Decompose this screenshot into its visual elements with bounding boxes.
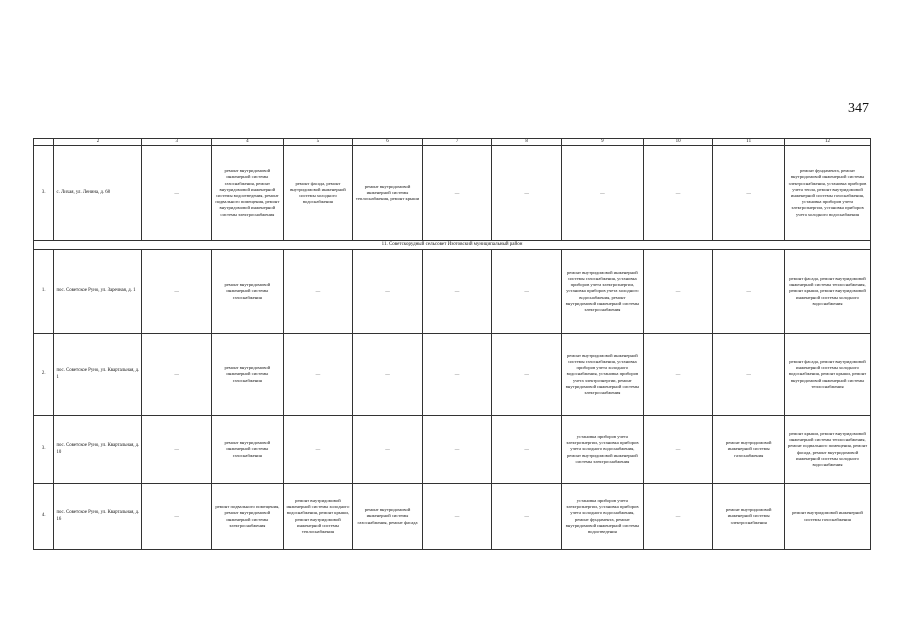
dash-cell: — [643,250,713,334]
header-cell: 12 [785,139,871,146]
table-row [34,334,871,416]
header-cell: 3 [142,139,212,146]
work-cell: ремонт внутридомовой инженерной системы газоснабжения [785,484,871,550]
dash-cell: — [353,416,423,484]
work-cell: ремонт внутридомовой инженерной системы газоснабжения [713,416,785,484]
header-cell: 6 [353,139,423,146]
work-cell: ремонт внутридомовой инженерной системы электроснабжения [713,484,785,550]
work-cell: ремонт внутридомовой инженерной системы газоснабжения, установка приборов учета электроэнергии, установка приборов учета холодного водоснабжения, ремонт внутридомовой инженерной системы электроснабжения [561,250,643,334]
dash-cell: — [422,334,492,416]
dash-cell: — [422,250,492,334]
dash-cell: — [643,334,713,416]
dash-cell: — [492,146,562,241]
dash-cell: — [353,334,423,416]
row-number: 1. [34,250,54,334]
dash-cell: — [142,334,212,416]
row-number: 4. [34,484,54,550]
dash-cell: — [713,250,785,334]
work-cell: ремонт внутридомовой инженерной системы газоснабжения, установка приборов учета холодного водоснабжения, установка приборов учета электроэнергии, ремонт внутридомовой инженерной системы электроснабжения [561,334,643,416]
work-cell: ремонт фасада, ремонт внутридомовой инженерной системы холодного водоснабжения [283,146,353,241]
dash-cell: — [492,484,562,550]
dash-cell: — [713,146,785,241]
row-address: пос. Советское Руно, ул. Квартальная, д. 10 [54,416,142,484]
work-cell: установка приборов учета электроэнергии, установка приборов учета холодного водоснабжения, ремонт внутридомовой инженерной системы электроснабжения [561,416,643,484]
header-cell: 7 [422,139,492,146]
row-number: 3. [34,416,54,484]
table-row [34,250,871,334]
dash-cell: — [353,250,423,334]
header-cell: 10 [643,139,713,146]
row-address: пос. Советское Руно, ул. Квартальная, д. 16 [54,484,142,550]
row-address: пос. Советское Руно, ул. Квартальная, д. 1 [54,334,142,416]
table-row [34,416,871,484]
dash-cell: — [492,334,562,416]
header-cell: 2 [54,139,142,146]
table-row [34,146,871,241]
header-cell [34,139,54,146]
dash-cell: — [422,484,492,550]
repair-schedule-table [33,138,871,550]
dash-cell: — [422,416,492,484]
dash-cell: — [643,146,713,241]
work-cell: ремонт подвального помещения, ремонт внутридомовой инженерной системы электроснабжения [212,484,284,550]
work-cell: ремонт фундамента, ремонт внутридомовой инженерной системы электроснабжения, установка приборов учета тепла, ремонт внутридомовой инженерной системы газоснабжения, установка приборов учета электроэнергии, установка приборов учета холодного водоснабжения [785,146,871,241]
work-cell: ремонт внутридомовой инженерной системы газоснабжения [212,416,284,484]
section-row [34,241,871,250]
dash-cell: — [422,146,492,241]
dash-cell: — [142,484,212,550]
header-row [34,139,871,146]
row-number: 2. [34,334,54,416]
work-cell: ремонт внутридомовой инженерной системы газоснабжения, ремонт внутридомовой инженерной системы водоотведения, ремонт подвального помещения, ремонт внутридомовой инженерной системы электроснабжения [212,146,284,241]
dash-cell: — [643,484,713,550]
dash-cell: — [643,416,713,484]
table-row [34,484,871,550]
work-cell: ремонт фасада, ремонт внутридомовой инженерной системы холодного водоснабжения, ремонт крыши, ремонт внутридомовой инженерной системы теплоснабжения [785,334,871,416]
work-cell: ремонт внутридомовой инженерной системы газоснабжения [212,250,284,334]
dash-cell: — [492,250,562,334]
work-cell: ремонт внутридомовой инженерной системы теплоснабжения, ремонт крыши [353,146,423,241]
dash-cell: — [283,334,353,416]
work-cell: ремонт крыши, ремонт внутридомовой инженерной системы теплоснабжения, ремонт подвального помещения, ремонт фасада, ремонт внутридомовой инженерной системы холодного водоснабжения [785,416,871,484]
row-number: 3. [34,146,54,241]
header-cell: 11 [713,139,785,146]
row-address: пос. Советское Руно, ул. Заречная, д. 1 [54,250,142,334]
section-title: 11. Советскорудный сельсовет Изотовский муниципальный район [34,241,871,250]
dash-cell: — [142,416,212,484]
dash-cell: — [142,250,212,334]
work-cell: ремонт фасада, ремонт внутридомовой инженерной системы теплоснабжения, ремонт крыши, ремонт внутридомовой инженерной системы холодного водоснабжения [785,250,871,334]
dash-cell: — [561,146,643,241]
dash-cell: — [283,250,353,334]
work-cell: ремонт внутридомовой инженерной системы газоснабжения [212,334,284,416]
dash-cell: — [713,334,785,416]
dash-cell: — [142,146,212,241]
header-cell: 8 [492,139,562,146]
dash-cell: — [283,416,353,484]
work-cell: ремонт внутридомовой инженерной системы холодного водоснабжения, ремонт крыши, ремонт внутридомовой инженерной системы теплоснабжения [283,484,353,550]
row-address: с. Лихая, ул. Ленина, д. 68 [54,146,142,241]
page-number: 347 [848,101,869,116]
work-cell: установка приборов учета электроэнергии, установка приборов учета холодного водоснабжения, ремонт фундамента, ремонт внутридомовой инженерной системы водоотведения [561,484,643,550]
header-cell: 5 [283,139,353,146]
dash-cell: — [492,416,562,484]
work-cell: ремонт внутридомовой инженерной системы газоснабжения, ремонт фасада [353,484,423,550]
header-cell: 9 [561,139,643,146]
header-cell: 4 [212,139,284,146]
